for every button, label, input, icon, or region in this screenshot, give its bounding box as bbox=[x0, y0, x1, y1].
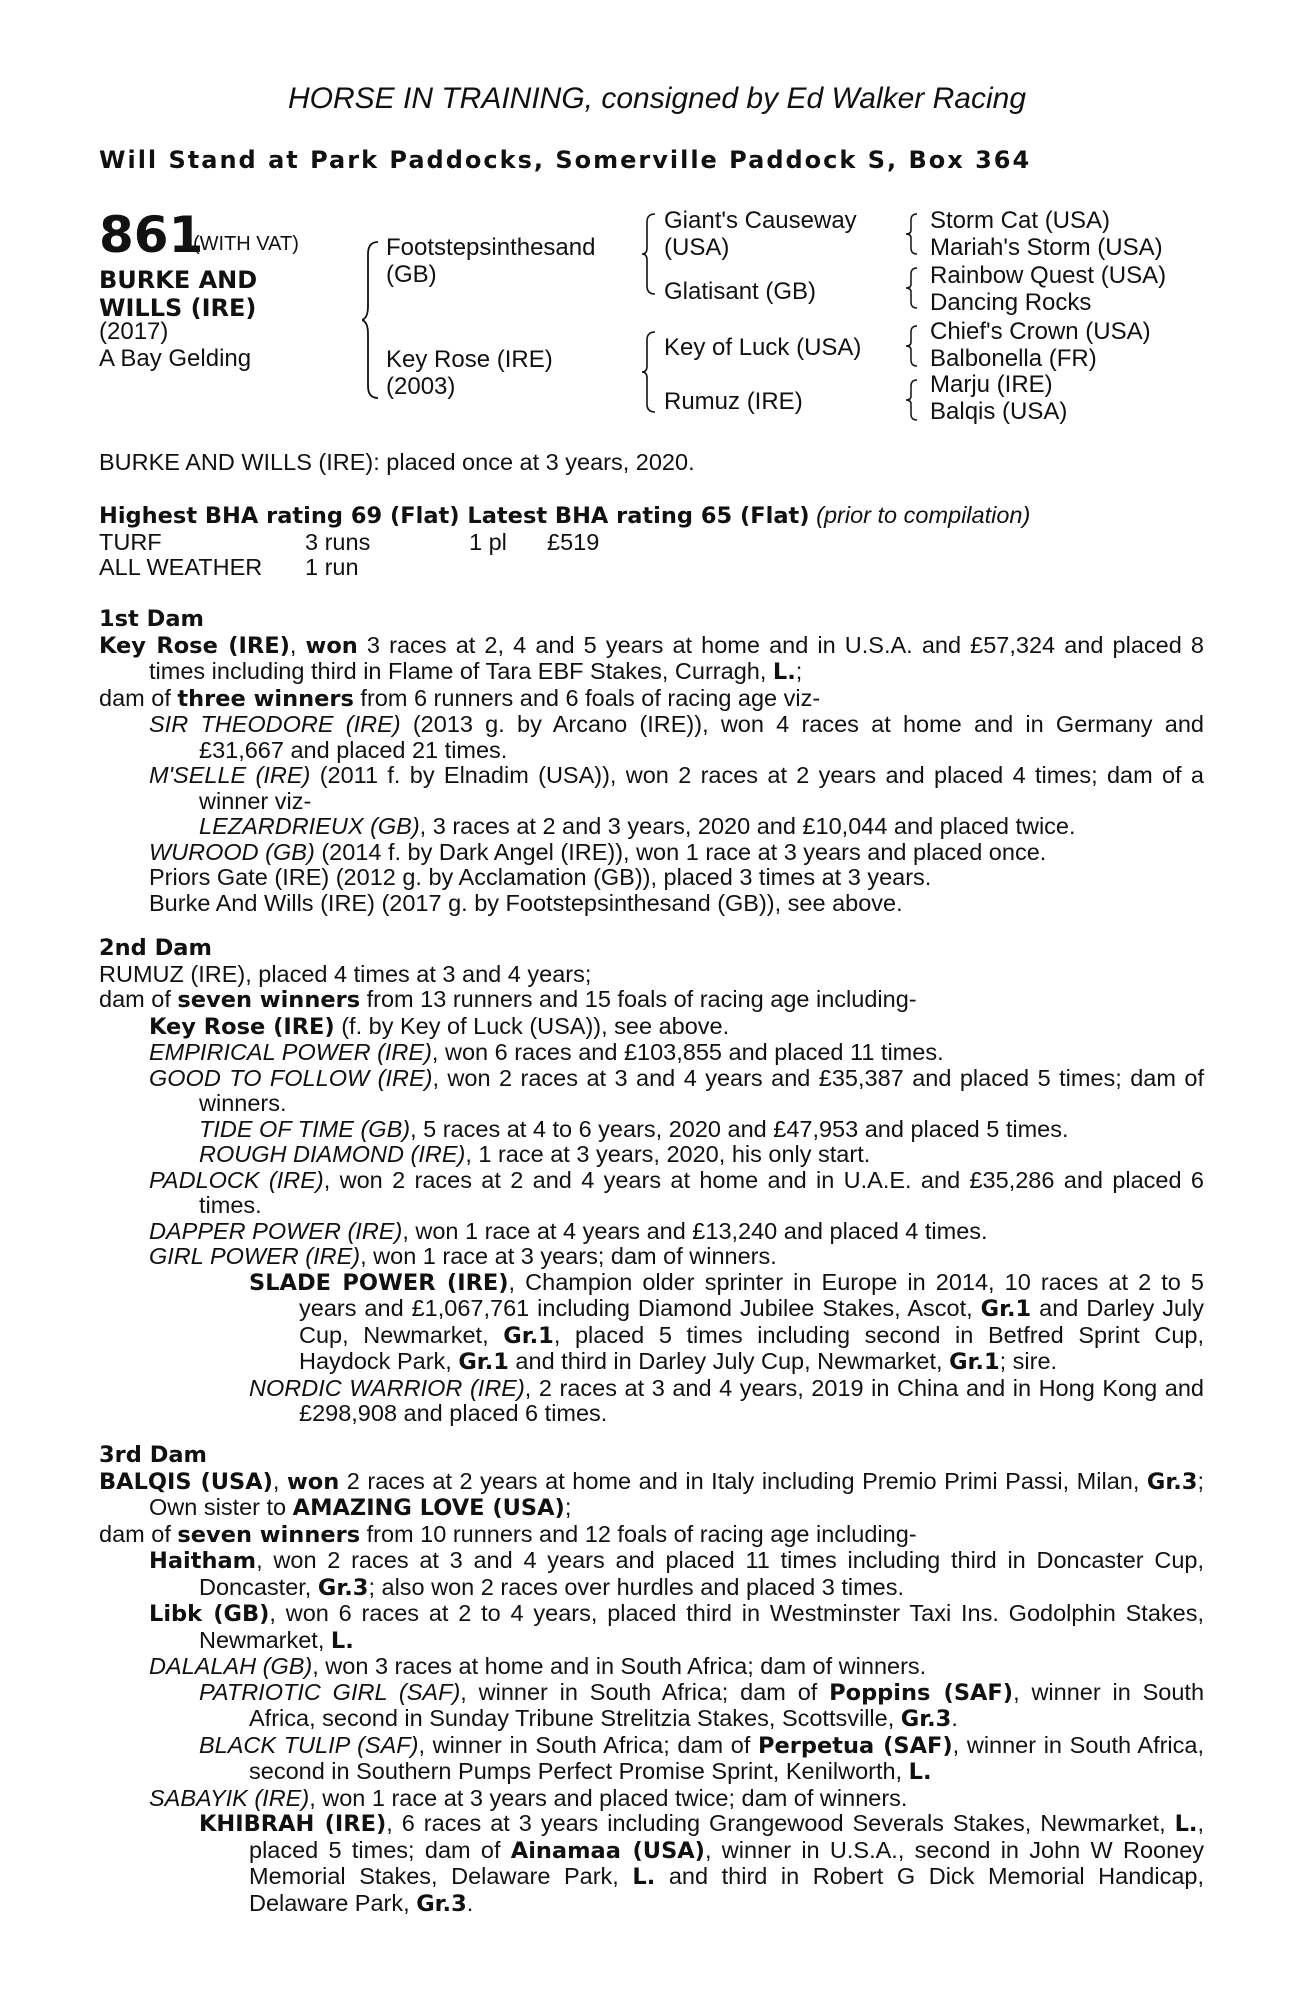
turf-label: TURF bbox=[99, 528, 162, 555]
second-dam-heading: 2nd Dam bbox=[99, 935, 212, 961]
third-dam-text: BALQIS (USA), won 2 races at 2 years at home and in Italy including Premio Primi Passi, Milan, Gr.3; Own sister to AMAZING LOVE (USA); bbox=[99, 1467, 1204, 1521]
sire-origin: (GB) bbox=[386, 261, 437, 288]
ss-origin: (USA) bbox=[664, 234, 730, 261]
horse-name-line2: WILLS (IRE) bbox=[99, 294, 257, 322]
pedigree-sd: Glatisant (GB) bbox=[664, 278, 817, 305]
ratings-text: Highest BHA rating 69 (Flat) Latest BHA rating 65 (Flat) bbox=[99, 503, 810, 529]
horse-year: (2017) bbox=[99, 318, 169, 345]
ratings-line bbox=[99, 503, 1204, 530]
pedigree-dss: Chief's Crown (USA) bbox=[930, 318, 1151, 345]
first-dam-produce-4: Priors Gate (IRE) (2012 g. by Acclamation (GB)), placed 3 times at 3 years. bbox=[149, 864, 932, 890]
horse-name bbox=[99, 266, 257, 322]
second-dam-produce-4: PADLOCK (IRE), won 2 races at 2 and 4 years at home and in U.A.E. and £35,286 and placed 6 times. bbox=[149, 1166, 1204, 1218]
first-dam-section bbox=[99, 607, 1204, 916]
second-dam-produce-3a: TIDE OF TIME (GB), 5 races at 4 to 6 years, 2020 and £47,953 and placed 5 times. bbox=[199, 1115, 1069, 1142]
pedigree-dds: Marju (IRE) bbox=[930, 371, 1053, 398]
turf-runs: 3 runs bbox=[305, 528, 371, 555]
pedigree-brace-dam bbox=[642, 330, 658, 414]
third-dam-produce-4: SABAYIK (IRE), won 1 race at 3 years and placed twice; dam of winners. bbox=[149, 1784, 908, 1811]
first-dam-produce-5: Burke And Wills (IRE) (2017 g. by Footstepsinthesand (GB)), see above. bbox=[149, 889, 903, 916]
pedigree-sdd: Dancing Rocks bbox=[930, 289, 1092, 316]
horse-meta bbox=[99, 318, 251, 372]
third-dam-heading: 3rd Dam bbox=[99, 1442, 207, 1468]
dam-year: (2003) bbox=[386, 373, 456, 400]
second-dam-produce-6b: NORDIC WARRIOR (IRE), 2 races at 3 and 4 years, 2019 in China and in Hong Kong and £298,908 and placed 6 times. bbox=[249, 1374, 1204, 1426]
pedigree-sds: Rainbow Quest (USA) bbox=[930, 262, 1167, 289]
turf-prize: £519 bbox=[547, 528, 600, 555]
second-dam-produce-6a: SLADE POWER (IRE), Champion older sprinter in Europe in 2014, 10 races at 2 to 5 years and £1,067,761 including Diamond Jubilee Stakes, Ascot, Gr.1 and Darley July Cup, Newmarket, Gr.1, placed 5 times including second in Betfred Sprint Cup, Haydock Park, Gr.1 and third in Darley July Cup, Newmarket, Gr.1; sire. bbox=[249, 1268, 1204, 1375]
all-weather-row bbox=[99, 555, 1204, 581]
pedigree-dam bbox=[386, 346, 553, 400]
vat-note: (WITH VAT) bbox=[193, 233, 299, 255]
pedigree-sss: Storm Cat (USA) bbox=[930, 207, 1111, 234]
third-dam-produce-2: Libk (GB), won 6 races at 2 to 4 years, placed third in Westminster Taxi Ins. Godolphin Stakes, Newmarket, L. bbox=[149, 1600, 1204, 1654]
dam-name: Key Rose (IRE) bbox=[386, 346, 553, 373]
pedigree-ss bbox=[664, 207, 857, 261]
third-dam-produce-1: Haitham, won 2 races at 3 and 4 years and placed 11 times including third in Doncaster Cup, Doncaster, Gr.3; also won 2 races over hurdles and placed 3 times. bbox=[149, 1547, 1204, 1601]
horse-description: A Bay Gelding bbox=[99, 345, 252, 372]
second-dam-produce-3b: ROUGH DIAMOND (IRE), 1 race at 3 years, 2020, his only start. bbox=[199, 1141, 871, 1167]
race-summary: BURKE AND WILLS (IRE): placed once at 3 years, 2020. bbox=[99, 449, 695, 475]
stand-location: Will Stand at Park Paddocks, Somerville Paddock S, Box 364 bbox=[99, 146, 1032, 174]
first-dam-heading: 1st Dam bbox=[99, 606, 204, 632]
consignor-header: HORSE IN TRAINING, consigned by Ed Walker Racing bbox=[287, 82, 1027, 115]
pedigree-brace-ss bbox=[906, 212, 920, 256]
ratings-block bbox=[99, 503, 1204, 581]
second-dam-produce-5: DAPPER POWER (IRE), won 1 race at 4 years and £13,240 and placed 4 times. bbox=[149, 1217, 988, 1244]
turf-row bbox=[99, 530, 1204, 556]
sire-name: Footstepsinthesand bbox=[386, 234, 596, 261]
third-dam-section bbox=[99, 1443, 1204, 1917]
pedigree-dd: Rumuz (IRE) bbox=[664, 388, 803, 415]
second-dam-produce-2: EMPIRICAL POWER (IRE), won 6 races and £103,855 and placed 11 times. bbox=[149, 1039, 944, 1065]
third-dam-produce-4a: KHIBRAH (IRE), 6 races at 3 years including Grangewood Severals Stakes, Newmarket, L., placed 5 times; dam of Ainamaa (USA), winner in U.S.A., second in John W Rooney Memorial Stakes, Delaware Park, L. and third in Robert G Dick Memorial Handicap, Delaware Park, Gr.3. bbox=[199, 1810, 1205, 1917]
first-dam-produce-3: WUROOD (GB) (2014 f. by Dark Angel (IRE)), won 1 race at 3 years and placed once. bbox=[149, 838, 1047, 865]
pedigree-brace-sire bbox=[642, 212, 658, 296]
third-dam-produce-3b: BLACK TULIP (SAF), winner in South Africa; dam of Perpetua (SAF), winner in South Africa, second in Southern Pumps Perfect Promise Sprint, Kenilworth, L. bbox=[199, 1731, 1204, 1785]
pedigree-ds: Key of Luck (USA) bbox=[664, 334, 862, 361]
first-dam-produce-intro: dam of three winners from 6 runners and 6 foals of racing age viz- bbox=[99, 684, 821, 712]
third-dam-produce-3: DALALAH (GB), won 3 races at home and in South Africa; dam of winners. bbox=[149, 1653, 927, 1679]
aw-runs: 1 run bbox=[305, 554, 359, 580]
pedigree-ddd: Balqis (USA) bbox=[930, 398, 1068, 425]
pedigree-brace-main bbox=[362, 240, 382, 400]
ratings-note: (prior to compilation) bbox=[816, 502, 1031, 528]
first-dam-produce-1: SIR THEODORE (IRE) (2013 g. by Arcano (IRE)), won 4 races at home and in Germany and £31,667 and placed 21 times. bbox=[149, 711, 1204, 763]
ss-name: Giant's Causeway bbox=[664, 207, 857, 234]
second-dam-produce-6: GIRL POWER (IRE), won 1 race at 3 years; dam of winners. bbox=[149, 1243, 777, 1269]
third-dam-produce-3a: PATRIOTIC GIRL (SAF), winner in South Africa; dam of Poppins (SAF), winner in South Africa, second in Sunday Tribune Strelitzia Stakes, Scottsville, Gr.3. bbox=[199, 1678, 1205, 1732]
horse-name-line1: BURKE AND bbox=[99, 266, 258, 294]
second-dam-produce-intro: dam of seven winners from 13 runners and 15 foals of racing age including- bbox=[99, 986, 917, 1013]
second-dam-text: RUMUZ (IRE), placed 4 times at 3 and 4 years; bbox=[99, 960, 592, 987]
turf-placed: 1 pl bbox=[469, 528, 507, 555]
pedigree-brace-dd bbox=[906, 378, 920, 422]
second-dam-produce-1: Key Rose (IRE) (f. by Key of Luck (USA)), see above. bbox=[149, 1012, 730, 1040]
aw-label: ALL WEATHER bbox=[99, 554, 263, 580]
pedigree-dsd: Balbonella (FR) bbox=[930, 345, 1097, 372]
first-dam-text: Key Rose (IRE), won 3 races at 2, 4 and 5 years at home and in U.S.A. and £57,324 and placed 8 times including third in Flame of Tara EBF Stakes, Curragh, L.; bbox=[99, 631, 1204, 685]
lot-number: 861 bbox=[99, 206, 204, 264]
pedigree-brace-ds bbox=[906, 324, 920, 368]
second-dam-section bbox=[99, 936, 1204, 1427]
pedigree-ssd: Mariah's Storm (USA) bbox=[930, 234, 1163, 261]
first-dam-produce-2a: LEZARDRIEUX (GB), 3 races at 2 and 3 years, 2020 and £10,044 and placed twice. bbox=[199, 813, 1076, 839]
first-dam-produce-2: M'SELLE (IRE) (2011 f. by Elnadim (USA)), won 2 races at 2 years and placed 4 times; dam of a winner viz- bbox=[149, 762, 1204, 814]
pedigree-brace-sd bbox=[906, 266, 920, 310]
third-dam-produce-intro: dam of seven winners from 10 runners and 12 foals of racing age including- bbox=[99, 1520, 917, 1548]
pedigree-sire bbox=[386, 234, 595, 288]
second-dam-produce-3: GOOD TO FOLLOW (IRE), won 2 races at 3 and 4 years and £35,387 and placed 5 times; dam of winners. bbox=[149, 1064, 1204, 1116]
